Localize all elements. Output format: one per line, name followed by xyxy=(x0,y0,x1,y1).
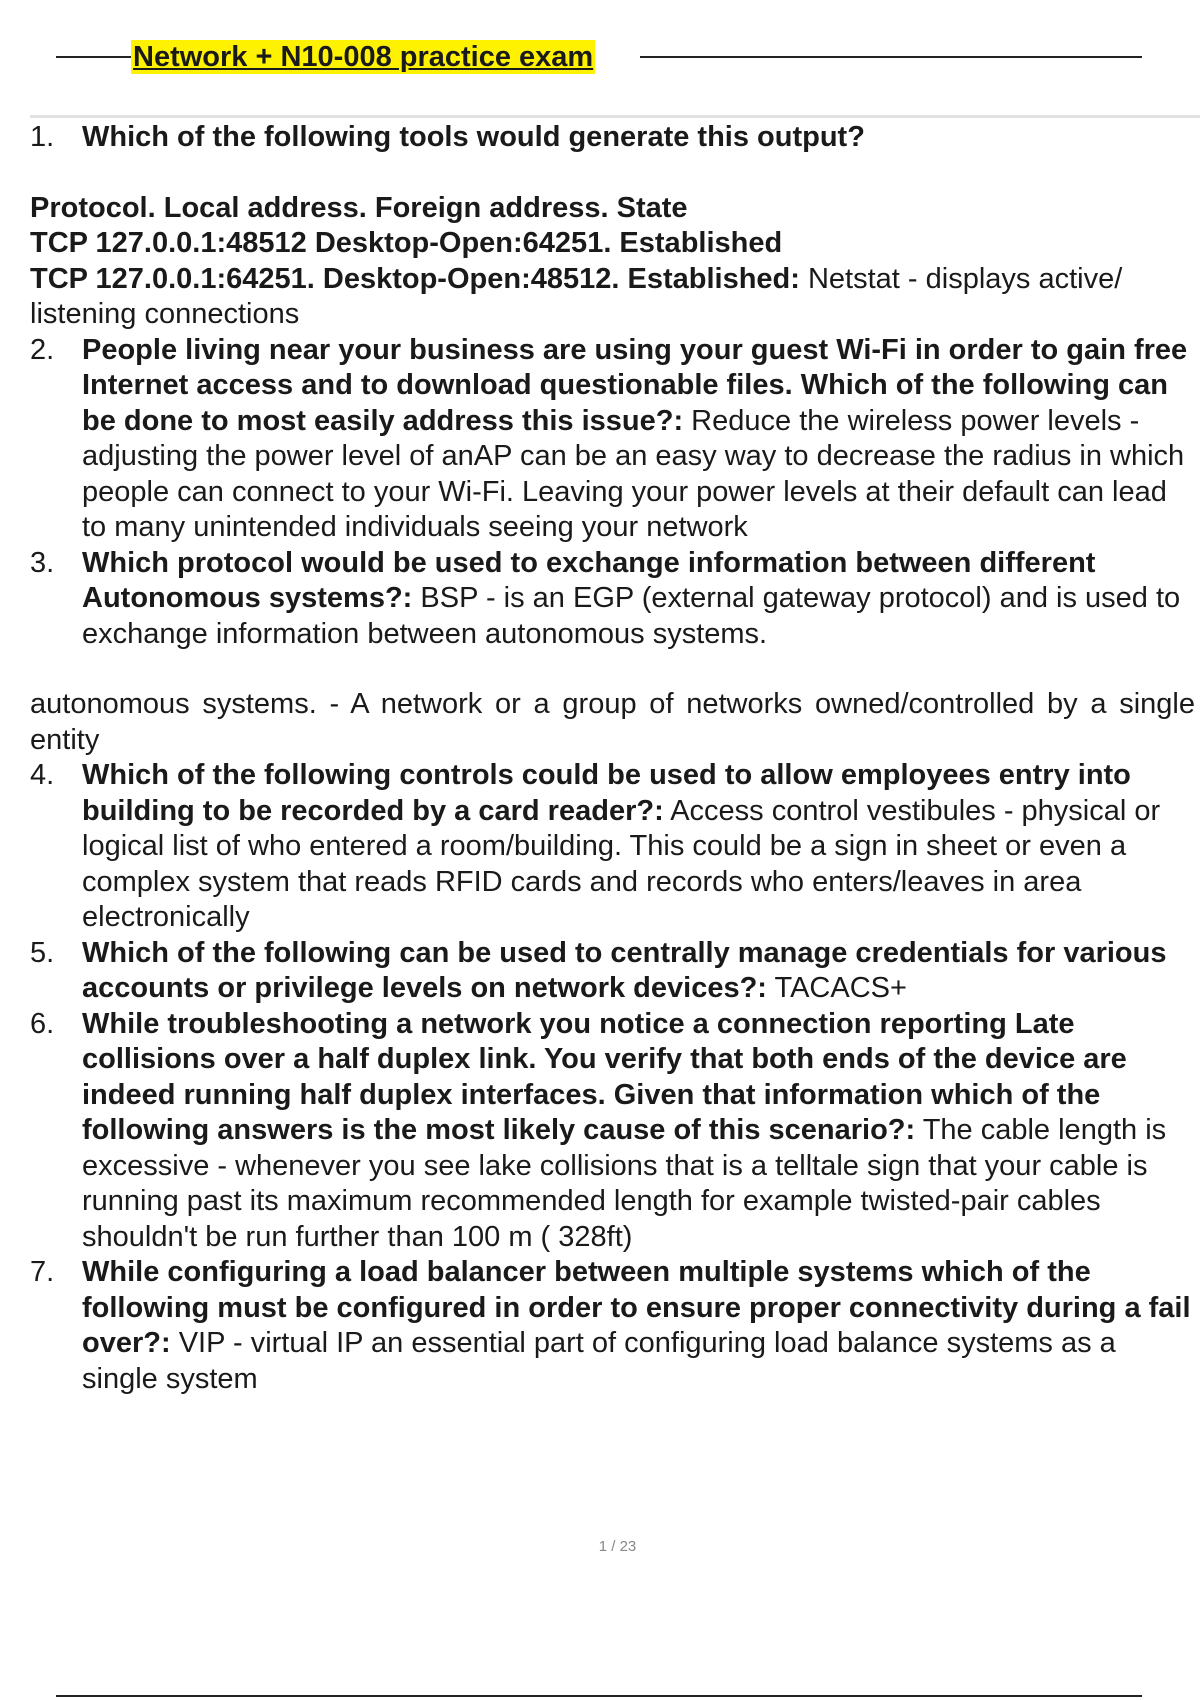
question-text: While troubleshooting a network you notice a connection reporting Late collisions over a half duplex link. You verify that both ends of the device are indeed running half duplex interfaces. Given that information which of the following answers is the most likely cause of this scenario?: xyxy=(82,1007,1127,1146)
question-text: Which of the following can be used to centrally manage credentials for various accounts or privilege levels on network devices?: xyxy=(82,936,1167,1004)
output-line-1: Protocol. Local address. Foreign address. State xyxy=(30,191,688,224)
question-number: 1. xyxy=(30,121,55,153)
answer-text: TACACS+ xyxy=(766,972,907,1004)
title-rule-left xyxy=(56,56,131,58)
document-body xyxy=(30,120,1195,1397)
question-text: Which of the following tools would generate this output? xyxy=(82,121,865,153)
answer-text: BSP - is an EGP (external gateway protocol) and is used to exchange information between autonomous systems. xyxy=(82,582,1181,650)
question-number: 5. xyxy=(30,936,55,969)
question-7 xyxy=(30,1255,1195,1397)
spacer xyxy=(30,652,1195,687)
question-6 xyxy=(30,1007,1195,1256)
question-number: 3. xyxy=(30,546,55,579)
question-number: 4. xyxy=(30,759,55,791)
question-3 xyxy=(30,546,1195,653)
output-line-2: TCP 127.0.0.1:48512 Desktop-Open:64251. Established xyxy=(30,227,783,259)
question-text: People living near your business are using your guest Wi-Fi in order to gain free Internet access and to download questionable files. Which of the following can be done to most easily address this issue?: xyxy=(82,333,1188,437)
definition-paragraph: autonomous systems. - A network or a group of networks owned/controlled by a single entity xyxy=(30,688,1195,756)
question-number: 7. xyxy=(30,1256,55,1288)
page-number: 1 / 23 xyxy=(598,1538,637,1555)
question-5 xyxy=(30,936,1195,1007)
output-line-3: TCP 127.0.0.1:64251. Desktop-Open:48512. Established: xyxy=(30,262,800,295)
question-number: 6. xyxy=(30,1007,55,1040)
question-4 xyxy=(30,758,1195,936)
answer-text: Netstat - displays active/ listening connections xyxy=(30,262,1123,330)
header-separator xyxy=(30,115,1200,118)
answer-text: VIP - virtual IP an essential part of configuring load balance systems as a single system xyxy=(82,1327,1116,1395)
question-2 xyxy=(30,333,1195,546)
question-1 xyxy=(30,120,1195,156)
page-title: Network + N10-008 practice exam xyxy=(133,41,594,73)
question-text: Which protocol would be used to exchange information between different Autonomous systems?: xyxy=(82,546,1096,614)
answer-text: The cable length is excessive - whenever you see lake collisions that is a telltale sign that your cable is running past its maximum recommended length for example twisted-pair cables shouldn't be run further than 100 m ( 328ft) xyxy=(82,1114,1167,1253)
footer-rule xyxy=(56,1695,1142,1697)
spacer xyxy=(30,156,1195,191)
question-text: Which of the following controls could be used to allow employees entry into building to be recorded by a card reader?: xyxy=(82,759,1131,827)
answer-text: Access control vestibules - physical or logical list of who entered a room/building. This could be a sign in sheet or even a complex system that reads RFID cards and records who enters/leaves in area electronically xyxy=(82,794,1161,933)
answer-text: Reduce the wireless power levels - adjusting the power level of anAP can be an easy way to decrease the radius in which people can connect to your Wi-Fi. Leaving your power levels at their default can lead to many unintended individuals seeing your network xyxy=(82,404,1185,543)
title-rule-right xyxy=(640,56,1142,58)
question-text: While configuring a load balancer between multiple systems which of the following must be configured in order to ensure proper connectivity during a fail over?: xyxy=(82,1256,1191,1359)
output-line-3-with-answer xyxy=(30,262,1195,333)
question-number: 2. xyxy=(30,333,55,366)
